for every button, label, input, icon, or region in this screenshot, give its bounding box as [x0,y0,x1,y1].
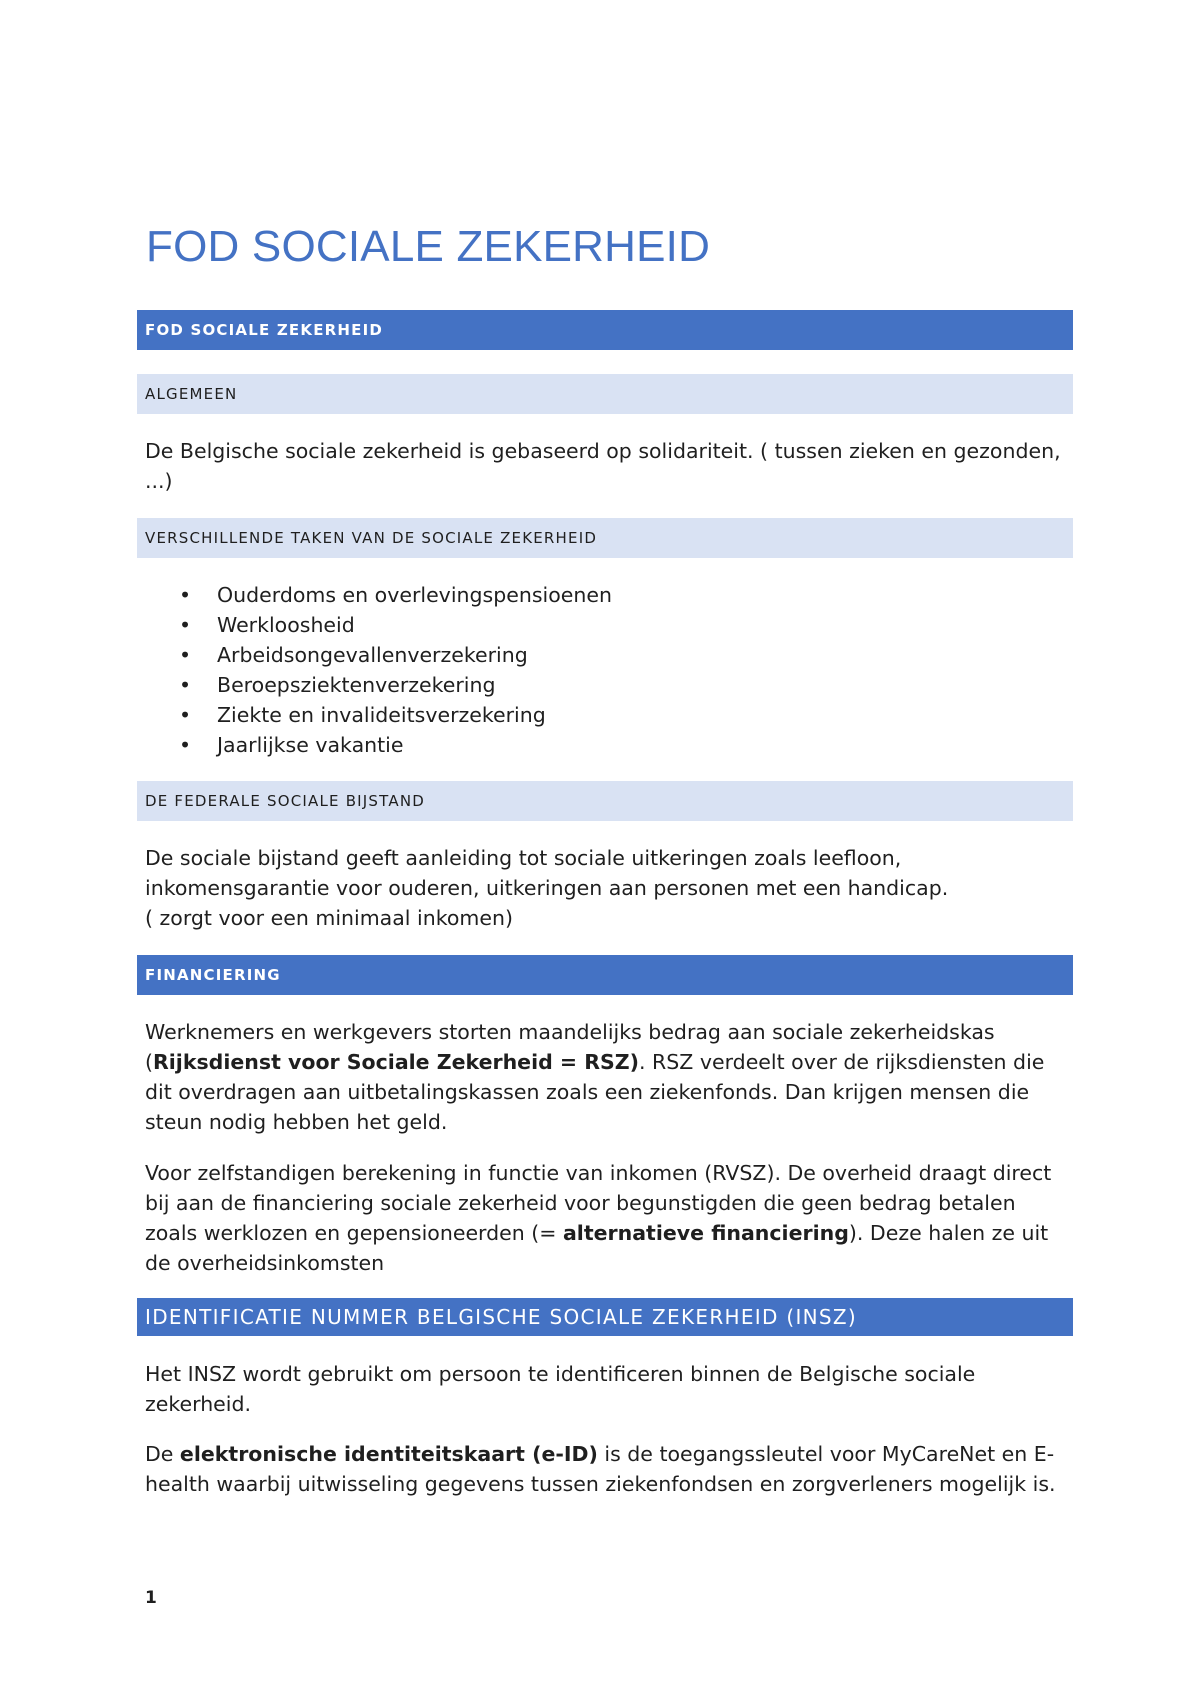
heading-text: ALGEMEEN [145,385,238,403]
bullet-glyph: • [179,643,192,667]
list-item-text: Beroepsziektenverzekering [217,673,496,697]
paragraph-bijstand [145,843,1065,933]
paragraph-financiering-1 [145,1017,1065,1137]
bullet-glyph: • [179,703,192,727]
bullet-glyph: • [179,673,192,697]
page-number: 1 [145,1588,157,1608]
bullet-list-taken [179,580,612,760]
heading-text: FOD SOCIALE ZEKERHEID [145,321,384,339]
paragraph-text: De sociale bijstand geeft aanleiding tot sociale uitkeringen zoals leefloon, inkomensgarantie voor ouderen, uitkeringen aan personen met een handicap. [145,846,949,900]
bold-term: elektronische identiteitskaart (e-ID) [179,1442,598,1466]
list-item [179,730,612,760]
paragraph-text: . RSZ verdeelt over de rijksdiensten die dit overdragen aan uitbetalingskassen zoals een ziekenfonds. Dan krijgen mensen die steun nodig hebben het geld. [145,1050,1045,1134]
list-item-text: Werkloosheid [217,613,355,637]
bullet-glyph: • [179,613,192,637]
heading-text: FINANCIERING [145,966,281,984]
bullet-glyph: • [179,733,192,757]
page-title: FOD SOCIALE ZEKERHEID [146,222,711,271]
list-item [179,610,612,640]
heading-fod-sociale-zekerheid [137,310,1073,350]
list-item [179,580,612,610]
bold-term: Rijksdienst voor Sociale Zekerheid = RSZ) [153,1050,640,1074]
bold-term: alternatieve financiering [562,1221,849,1245]
paragraph-text: Voor zelfstandigen berekening in functie van inkomen (RVSZ). De overheid draagt direct bij aan de financiering sociale zekerheid voor begunstigden die geen bedrag betalen zoals werklozen en gepensioneerden (= [145,1161,1052,1245]
list-item-text: Arbeidsongevallenverzekering [217,643,528,667]
heading-taken [137,518,1073,558]
list-item-text: Ouderdoms en overlevingspensioenen [217,583,612,607]
paragraph-insz-1: Het INSZ wordt gebruikt om persoon te identificeren binnen de Belgische sociale zekerheid. [145,1362,976,1416]
heading-financiering [137,955,1073,995]
list-item [179,670,612,700]
list-item-text: Jaarlijkse vakantie [217,733,404,757]
list-item-text: Ziekte en invalideitsverzekering [217,703,546,727]
paragraph-text: Werknemers en werkgevers storten maandelijks bedrag aan sociale zekerheidskas ( [145,1020,995,1074]
paragraph-text: is de toegangssleutel voor MyCareNet en E-health waarbij uitwisseling gegevens tussen ziekenfondsen en zorgverleners mogelijk is. [145,1442,1056,1496]
bullet-glyph: • [179,583,192,607]
heading-insz [137,1298,1073,1336]
heading-text: VERSCHILLENDE TAKEN VAN DE SOCIALE ZEKERHEID [145,529,598,547]
list-item [179,640,612,670]
paragraph-text: ( zorgt voor een minimaal inkomen) [145,906,513,930]
paragraph-financiering-2 [145,1158,1065,1278]
paragraph-text: ). Deze halen ze uit de overheidsinkomsten [145,1221,1049,1275]
list-item [179,700,612,730]
heading-text: DE FEDERALE SOCIALE BIJSTAND [145,792,425,810]
heading-text: IDENTIFICATIE NUMMER BELGISCHE SOCIALE ZEKERHEID (INSZ) [145,1305,858,1329]
heading-algemeen [137,374,1073,414]
paragraph-algemeen: De Belgische sociale zekerheid is gebaseerd op solidariteit. ( tussen zieken en gezonden, ...) [145,439,1061,493]
paragraph-insz-2 [145,1439,1065,1499]
paragraph-text: De [145,1442,180,1466]
heading-federale-bijstand [137,781,1073,821]
